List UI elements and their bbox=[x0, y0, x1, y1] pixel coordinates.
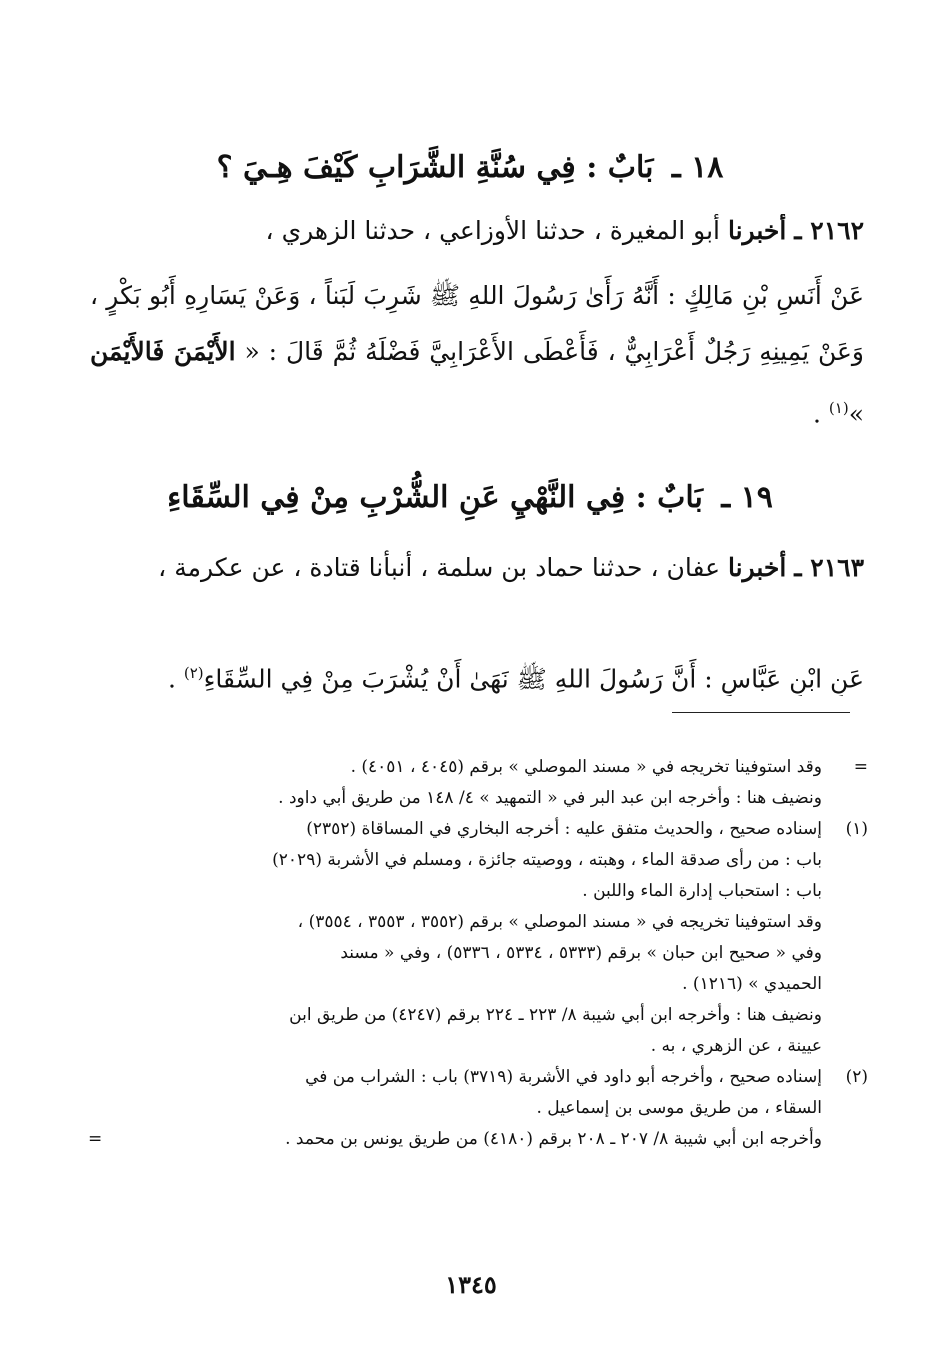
hadith-2162-text-b: » bbox=[848, 399, 864, 429]
chapter-19-heading bbox=[120, 478, 820, 518]
footnotes bbox=[88, 752, 868, 1155]
hadith-2163-number: ٢١٦٣ ـ bbox=[794, 553, 864, 582]
chapter-19-number: ١٩ ـ bbox=[721, 480, 773, 515]
footnote-line: عيينة ، عن الزهري ، به . bbox=[650, 1036, 822, 1056]
footnote-2-marker: (٢) bbox=[845, 1067, 868, 1087]
footnote-line: إسناده صحيح ، والحديث متفق عليه : أخرجه البخاري في المساقاة (٢٣٥٢) bbox=[306, 819, 822, 839]
hadith-2162-chain bbox=[88, 214, 864, 248]
chapter-18-heading bbox=[120, 148, 820, 188]
footnote-ref-1[interactable]: (١) bbox=[828, 399, 849, 417]
footnote-line: ونضيف هنا : وأخرجه ابن عبد البر في « التمهيد » ٤/ ١٤٨ من طريق أبي داود . bbox=[278, 788, 822, 808]
footnote-separator bbox=[672, 712, 850, 713]
hadith-2163-lead: أخبرنا bbox=[727, 553, 787, 582]
hadith-2162-chain-text: أبو المغيرة ، حدثنا الأوزاعي ، حدثنا الزهري ، bbox=[265, 216, 721, 245]
footnote-line: وقد استوفينا تخريجه في « مسند الموصلي » برقم (٤٠٤٥ ، ٤٠٥١) . bbox=[350, 757, 822, 777]
footnote-line: وفي « صحيح ابن حبان » برقم (٥٣٣٣ ، ٥٣٣٤ ، ٥٣٣٦) ، وفي « مسند bbox=[340, 943, 822, 963]
footnote-line: السقاء ، من طريق موسى بن إسماعيل . bbox=[536, 1098, 822, 1118]
chapter-19-title: بَابٌ : فِي النَّهْيِ عَنِ الشُّرْبِ مِنْ فِي السِّقَاءِ bbox=[167, 480, 703, 515]
footnote-2 bbox=[88, 1062, 868, 1155]
hadith-2163-text bbox=[88, 656, 864, 696]
footnote-1-marker: (١) bbox=[845, 819, 868, 839]
continuation-mark: = bbox=[853, 757, 868, 777]
hadith-2163-chain-text: عفان ، حدثنا حماد بن سلمة ، أنبأنا قتادة ، عن عكرمة ، bbox=[158, 553, 721, 582]
footnote-line: باب : استحباب إدارة الماء واللبن . bbox=[582, 881, 822, 901]
end-continuation-mark: = bbox=[88, 1129, 103, 1149]
footnote-ref-2[interactable]: (٢) bbox=[183, 664, 204, 682]
footnote-1 bbox=[88, 814, 868, 1062]
page-number: ١٣٤٥ bbox=[445, 1270, 497, 1299]
hadith-2162-number: ٢١٦٢ ـ bbox=[794, 216, 864, 245]
footnote-line: وأخرجه ابن أبي شيبة ٨/ ٢٠٧ ـ ٢٠٨ برقم (٤١٨٠) من طريق يونس بن محمد . bbox=[285, 1129, 822, 1149]
footnote-line: ونضيف هنا : وأخرجه ابن أبي شيبة ٨/ ٢٢٣ ـ ٢٢٤ برقم (٤٢٤٧) من طريق ابن bbox=[289, 1005, 822, 1025]
hadith-2163-text-main: عَنِ ابْنِ عَبَّاسٍ : أَنَّ رَسُولَ اللهِ ﷺ نَهَىٰ أَنْ يُشْرَبَ مِنْ فِي السِّقَاءِ bbox=[203, 664, 864, 694]
footnote-line: باب : من رأى صدقة الماء ، وهبته ، ووصيته جائزة ، ومسلم في الأشربة (٢٠٢٩) bbox=[272, 850, 822, 870]
hadith-2162-text-a: عَنْ أَنَسِ بْنِ مَالِكٍ : أَنَّهُ رَأَىٰ رَسُولَ اللهِ ﷺ شَرِبَ لَبَناً ، وَعَنْ يَسَارِهِ أَبُو بَكْرٍ ، وَعَنْ يَمِينِهِ رَجُلٌ أَعْرَابِيٌّ ، فَأَعْطَى الأَعْرَابِيَّ فَضْلَهُ ثُمَّ قَالَ : « bbox=[90, 281, 865, 366]
hadith-2163-text-end: . bbox=[167, 664, 184, 694]
footnote-line: وقد استوفينا تخريجه في « مسند الموصلي » برقم (٣٥٥٢ ، ٣٥٥٣ ، ٣٥٥٤) ، bbox=[297, 912, 822, 932]
chapter-18-number: ١٨ ـ bbox=[671, 150, 724, 185]
hadith-2163-chain bbox=[90, 542, 864, 594]
hadith-2162-lead: أخبرنا bbox=[727, 216, 787, 245]
hadith-2162-text bbox=[90, 268, 864, 442]
footnote-line: الحميدي » (١٢١٦) . bbox=[682, 974, 822, 994]
chapter-18-title: بَابٌ : فِي سُنَّةِ الشَّرَابِ كَيْفَ هِـيَ ؟ bbox=[216, 150, 654, 185]
hadith-2162-text-end: . bbox=[813, 399, 829, 429]
footnote-continuation bbox=[88, 752, 868, 814]
hadith-2162-text-bold: الأَيْمَنَ فَالأَيْمَن bbox=[90, 337, 236, 366]
footnote-line: إسناده صحيح ، وأخرجه أبو داود في الأشربة (٣٧١٩) باب : الشراب من في bbox=[305, 1067, 822, 1087]
